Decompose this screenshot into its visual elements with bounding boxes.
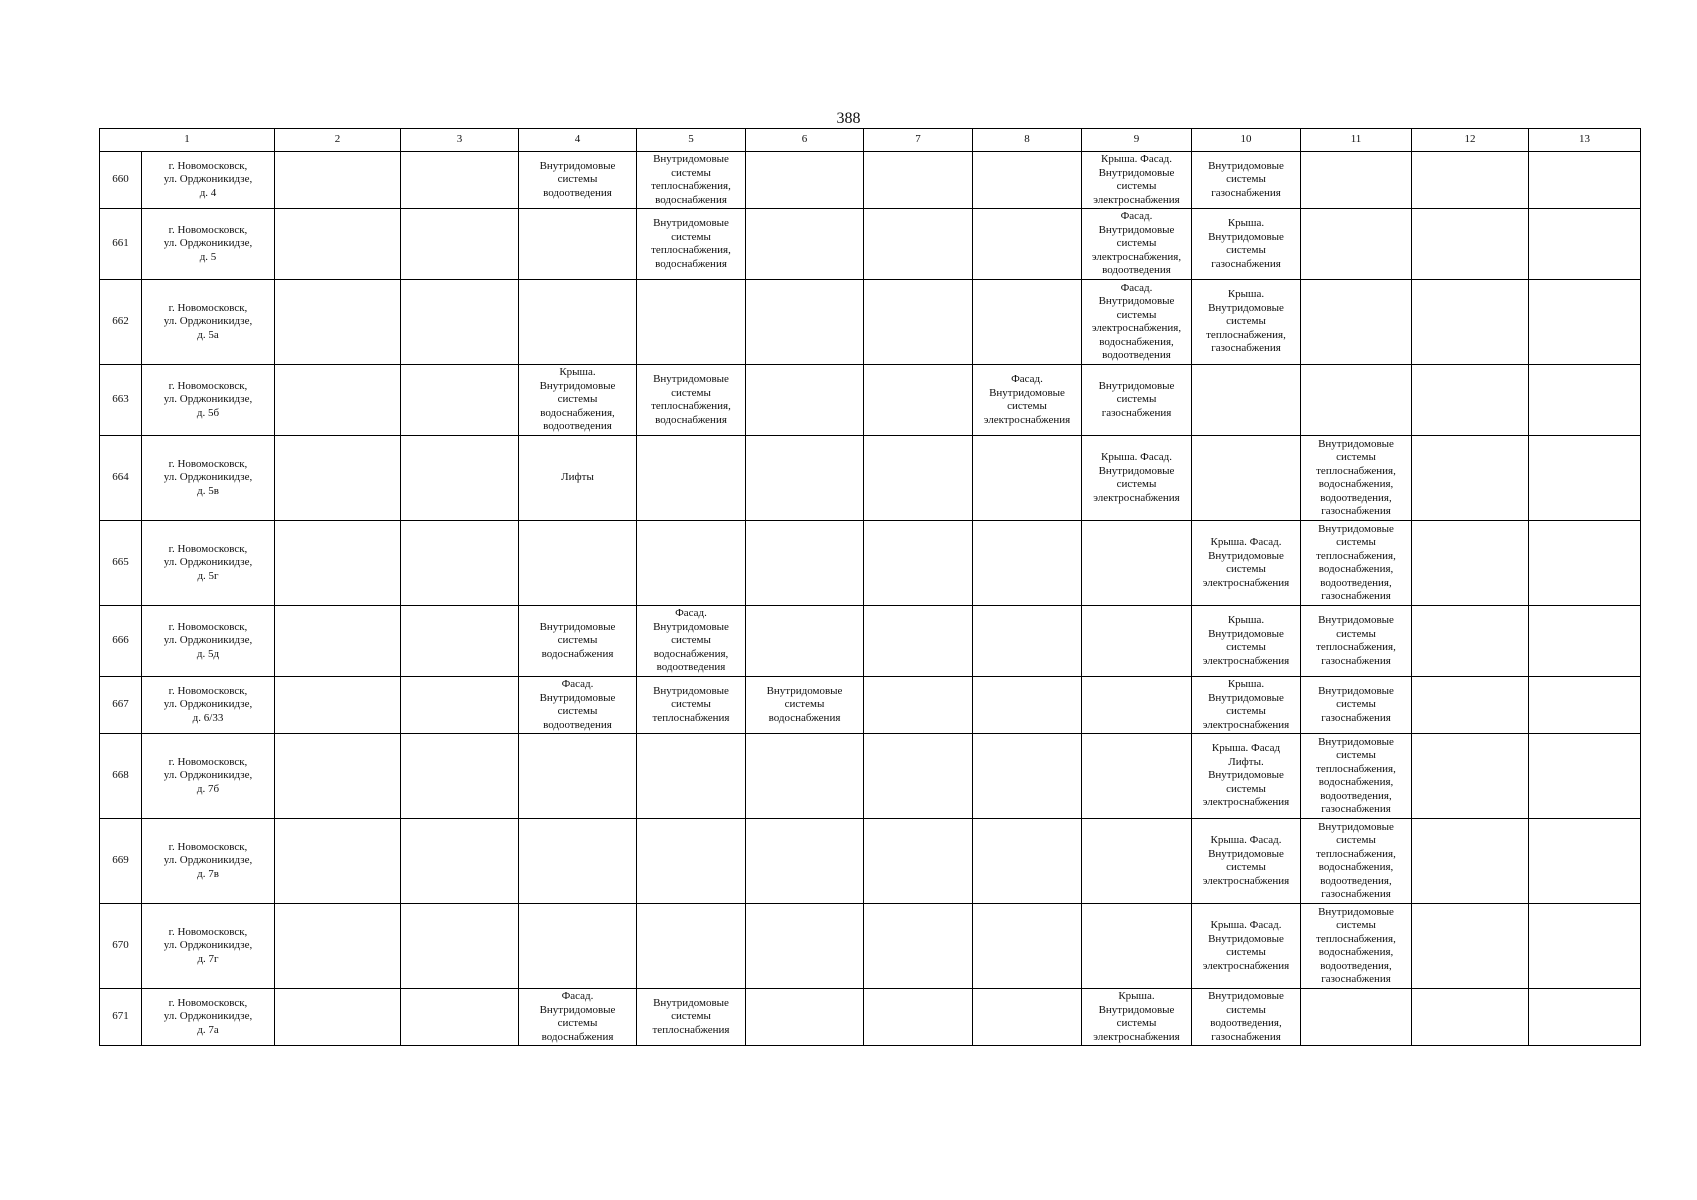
column-header: 2 — [275, 129, 401, 152]
cell-col-3 — [401, 365, 519, 436]
cell-col-12 — [1412, 989, 1529, 1046]
cell-col-7 — [864, 365, 973, 436]
cell-col-13 — [1529, 819, 1641, 904]
cell-col-11: Внутридомовые системы теплоснабжения, водоснабжения, водоотведения, газоснабжения — [1301, 734, 1412, 819]
column-header: 4 — [519, 129, 637, 152]
cell-col-5 — [637, 734, 746, 819]
cell-col-5: Внутридомовые системы теплоснабжения, водоснабжения — [637, 365, 746, 436]
cell-col-10: Крыша. Внутридомовые системы газоснабжения — [1192, 209, 1301, 280]
cell-col-8 — [973, 436, 1082, 521]
cell-col-10 — [1192, 436, 1301, 521]
address-cell: г. Новомосковск, ул. Орджоникидзе, д. 5б — [142, 365, 275, 436]
column-header: 10 — [1192, 129, 1301, 152]
column-header: 6 — [746, 129, 864, 152]
cell-col-2 — [275, 152, 401, 209]
cell-col-13 — [1529, 606, 1641, 677]
cell-col-11 — [1301, 280, 1412, 365]
cell-col-9 — [1082, 819, 1192, 904]
table-row — [100, 606, 1641, 677]
cell-col-10: Крыша. Фасад. Внутридомовые системы электроснабжения — [1192, 521, 1301, 606]
cell-col-6: Внутридомовые системы водоснабжения — [746, 677, 864, 734]
column-header: 7 — [864, 129, 973, 152]
cell-col-5 — [637, 904, 746, 989]
cell-col-13 — [1529, 436, 1641, 521]
cell-col-11 — [1301, 209, 1412, 280]
cell-col-3 — [401, 819, 519, 904]
cell-col-13 — [1529, 989, 1641, 1046]
cell-col-5: Внутридомовые системы теплоснабжения — [637, 677, 746, 734]
column-header: 1 — [100, 129, 275, 152]
address-cell: г. Новомосковск, ул. Орджоникидзе, д. 5в — [142, 436, 275, 521]
cell-col-6 — [746, 989, 864, 1046]
address-cell: г. Новомосковск, ул. Орджоникидзе, д. 7г — [142, 904, 275, 989]
table-row — [100, 152, 1641, 209]
cell-col-13 — [1529, 365, 1641, 436]
cell-col-7 — [864, 734, 973, 819]
cell-col-4: Внутридомовые системы водоснабжения — [519, 606, 637, 677]
cell-col-2 — [275, 606, 401, 677]
address-cell: г. Новомосковск, ул. Орджоникидзе, д. 7а — [142, 989, 275, 1046]
cell-col-4 — [519, 209, 637, 280]
cell-col-10: Крыша. Внутридомовые системы электроснабжения — [1192, 677, 1301, 734]
cell-col-8 — [973, 521, 1082, 606]
cell-col-13 — [1529, 677, 1641, 734]
row-number: 665 — [100, 521, 142, 606]
table-row — [100, 677, 1641, 734]
cell-col-5: Внутридомовые системы теплоснабжения — [637, 989, 746, 1046]
cell-col-2 — [275, 989, 401, 1046]
cell-col-5 — [637, 819, 746, 904]
cell-col-9 — [1082, 521, 1192, 606]
table-row — [100, 989, 1641, 1046]
cell-col-2 — [275, 734, 401, 819]
cell-col-9: Крыша. Внутридомовые системы электроснабжения — [1082, 989, 1192, 1046]
cell-col-10: Крыша. Фасад. Внутридомовые системы электроснабжения — [1192, 904, 1301, 989]
cell-col-2 — [275, 280, 401, 365]
cell-col-6 — [746, 280, 864, 365]
cell-col-9 — [1082, 734, 1192, 819]
cell-col-3 — [401, 436, 519, 521]
table-header-row — [100, 129, 1641, 152]
row-number: 666 — [100, 606, 142, 677]
cell-col-4 — [519, 904, 637, 989]
cell-col-4 — [519, 734, 637, 819]
address-cell: г. Новомосковск, ул. Орджоникидзе, д. 5 — [142, 209, 275, 280]
row-number: 660 — [100, 152, 142, 209]
cell-col-12 — [1412, 152, 1529, 209]
cell-col-9: Крыша. Фасад. Внутридомовые системы электроснабжения — [1082, 152, 1192, 209]
address-cell: г. Новомосковск, ул. Орджоникидзе, д. 4 — [142, 152, 275, 209]
cell-col-12 — [1412, 734, 1529, 819]
row-number: 667 — [100, 677, 142, 734]
cell-col-11: Внутридомовые системы теплоснабжения, водоснабжения, водоотведения, газоснабжения — [1301, 521, 1412, 606]
cell-col-9 — [1082, 677, 1192, 734]
row-number: 669 — [100, 819, 142, 904]
cell-col-11 — [1301, 365, 1412, 436]
cell-col-8 — [973, 209, 1082, 280]
repair-schedule-table — [99, 128, 1641, 1046]
cell-col-7 — [864, 819, 973, 904]
row-number: 663 — [100, 365, 142, 436]
table-row — [100, 734, 1641, 819]
cell-col-2 — [275, 209, 401, 280]
cell-col-2 — [275, 436, 401, 521]
cell-col-8 — [973, 677, 1082, 734]
table-row — [100, 904, 1641, 989]
column-header: 3 — [401, 129, 519, 152]
column-header: 9 — [1082, 129, 1192, 152]
cell-col-3 — [401, 989, 519, 1046]
cell-col-3 — [401, 280, 519, 365]
address-cell: г. Новомосковск, ул. Орджоникидзе, д. 5а — [142, 280, 275, 365]
cell-col-10: Крыша. Внутридомовые системы электроснабжения — [1192, 606, 1301, 677]
row-number: 661 — [100, 209, 142, 280]
cell-col-3 — [401, 606, 519, 677]
column-header: 5 — [637, 129, 746, 152]
cell-col-11: Внутридомовые системы теплоснабжения, водоснабжения, водоотведения, газоснабжения — [1301, 819, 1412, 904]
cell-col-9: Внутридомовые системы газоснабжения — [1082, 365, 1192, 436]
cell-col-10: Крыша. Фасад. Внутридомовые системы электроснабжения — [1192, 819, 1301, 904]
column-header: 12 — [1412, 129, 1529, 152]
address-cell: г. Новомосковск, ул. Орджоникидзе, д. 7б — [142, 734, 275, 819]
cell-col-8 — [973, 819, 1082, 904]
row-number: 670 — [100, 904, 142, 989]
column-header: 8 — [973, 129, 1082, 152]
address-cell: г. Новомосковск, ул. Орджоникидзе, д. 7в — [142, 819, 275, 904]
cell-col-7 — [864, 677, 973, 734]
cell-col-7 — [864, 209, 973, 280]
cell-col-5 — [637, 436, 746, 521]
cell-col-11 — [1301, 152, 1412, 209]
cell-col-3 — [401, 152, 519, 209]
cell-col-10: Крыша. Внутридомовые системы теплоснабжения, газоснабжения — [1192, 280, 1301, 365]
cell-col-6 — [746, 521, 864, 606]
table-row — [100, 819, 1641, 904]
cell-col-12 — [1412, 677, 1529, 734]
cell-col-4: Фасад. Внутридомовые системы водоснабжения — [519, 989, 637, 1046]
cell-col-2 — [275, 819, 401, 904]
cell-col-7 — [864, 606, 973, 677]
cell-col-7 — [864, 904, 973, 989]
cell-col-12 — [1412, 436, 1529, 521]
cell-col-6 — [746, 734, 864, 819]
cell-col-6 — [746, 819, 864, 904]
cell-col-4 — [519, 280, 637, 365]
cell-col-13 — [1529, 904, 1641, 989]
cell-col-9 — [1082, 904, 1192, 989]
cell-col-2 — [275, 904, 401, 989]
cell-col-11: Внутридомовые системы теплоснабжения, водоснабжения, водоотведения, газоснабжения — [1301, 436, 1412, 521]
table-row — [100, 436, 1641, 521]
cell-col-4: Крыша. Внутридомовые системы водоснабжения, водоотведения — [519, 365, 637, 436]
cell-col-6 — [746, 152, 864, 209]
cell-col-9: Крыша. Фасад. Внутридомовые системы электроснабжения — [1082, 436, 1192, 521]
cell-col-11: Внутридомовые системы теплоснабжения, водоснабжения, водоотведения, газоснабжения — [1301, 904, 1412, 989]
cell-col-3 — [401, 734, 519, 819]
cell-col-7 — [864, 436, 973, 521]
cell-col-5 — [637, 280, 746, 365]
row-number: 671 — [100, 989, 142, 1046]
cell-col-6 — [746, 904, 864, 989]
cell-col-5 — [637, 521, 746, 606]
cell-col-6 — [746, 209, 864, 280]
cell-col-8 — [973, 904, 1082, 989]
cell-col-12 — [1412, 819, 1529, 904]
cell-col-7 — [864, 152, 973, 209]
cell-col-11: Внутридомовые системы газоснабжения — [1301, 677, 1412, 734]
cell-col-9: Фасад. Внутридомовые системы электроснабжения, водоотведения — [1082, 209, 1192, 280]
cell-col-13 — [1529, 280, 1641, 365]
cell-col-2 — [275, 677, 401, 734]
cell-col-10: Внутридомовые системы газоснабжения — [1192, 152, 1301, 209]
cell-col-13 — [1529, 209, 1641, 280]
cell-col-4 — [519, 521, 637, 606]
cell-col-8 — [973, 734, 1082, 819]
cell-col-5: Внутридомовые системы теплоснабжения, водоснабжения — [637, 152, 746, 209]
cell-col-3 — [401, 209, 519, 280]
cell-col-8 — [973, 152, 1082, 209]
cell-col-12 — [1412, 365, 1529, 436]
cell-col-7 — [864, 989, 973, 1046]
row-number: 662 — [100, 280, 142, 365]
cell-col-13 — [1529, 734, 1641, 819]
cell-col-12 — [1412, 209, 1529, 280]
row-number: 668 — [100, 734, 142, 819]
cell-col-9 — [1082, 606, 1192, 677]
cell-col-8 — [973, 989, 1082, 1046]
address-cell: г. Новомосковск, ул. Орджоникидзе, д. 5д — [142, 606, 275, 677]
cell-col-11: Внутридомовые системы теплоснабжения, газоснабжения — [1301, 606, 1412, 677]
cell-col-5: Внутридомовые системы теплоснабжения, водоснабжения — [637, 209, 746, 280]
address-cell: г. Новомосковск, ул. Орджоникидзе, д. 5г — [142, 521, 275, 606]
cell-col-5: Фасад. Внутридомовые системы водоснабжения, водоотведения — [637, 606, 746, 677]
cell-col-8 — [973, 606, 1082, 677]
cell-col-3 — [401, 904, 519, 989]
cell-col-10: Крыша. Фасад Лифты. Внутридомовые системы электроснабжения — [1192, 734, 1301, 819]
cell-col-4: Внутридомовые системы водоотведения — [519, 152, 637, 209]
cell-col-3 — [401, 677, 519, 734]
cell-col-12 — [1412, 904, 1529, 989]
cell-col-3 — [401, 521, 519, 606]
table-row — [100, 280, 1641, 365]
cell-col-4 — [519, 819, 637, 904]
cell-col-12 — [1412, 606, 1529, 677]
cell-col-8 — [973, 280, 1082, 365]
cell-col-13 — [1529, 521, 1641, 606]
page-number: 388 — [836, 110, 861, 127]
cell-col-10 — [1192, 365, 1301, 436]
cell-col-2 — [275, 521, 401, 606]
cell-col-6 — [746, 436, 864, 521]
column-header: 11 — [1301, 129, 1412, 152]
cell-col-12 — [1412, 521, 1529, 606]
cell-col-6 — [746, 365, 864, 436]
cell-col-11 — [1301, 989, 1412, 1046]
cell-col-7 — [864, 521, 973, 606]
table-row — [100, 365, 1641, 436]
column-header: 13 — [1529, 129, 1641, 152]
cell-col-2 — [275, 365, 401, 436]
cell-col-6 — [746, 606, 864, 677]
cell-col-10: Внутридомовые системы водоотведения, газоснабжения — [1192, 989, 1301, 1046]
address-cell: г. Новомосковск, ул. Орджоникидзе, д. 6/33 — [142, 677, 275, 734]
table-row — [100, 209, 1641, 280]
cell-col-13 — [1529, 152, 1641, 209]
cell-col-8: Фасад. Внутридомовые системы электроснабжения — [973, 365, 1082, 436]
cell-col-4: Лифты — [519, 436, 637, 521]
row-number: 664 — [100, 436, 142, 521]
cell-col-4: Фасад. Внутридомовые системы водоотведения — [519, 677, 637, 734]
cell-col-12 — [1412, 280, 1529, 365]
cell-col-7 — [864, 280, 973, 365]
table-row — [100, 521, 1641, 606]
cell-col-9: Фасад. Внутридомовые системы электроснабжения, водоснабжения, водоотведения — [1082, 280, 1192, 365]
